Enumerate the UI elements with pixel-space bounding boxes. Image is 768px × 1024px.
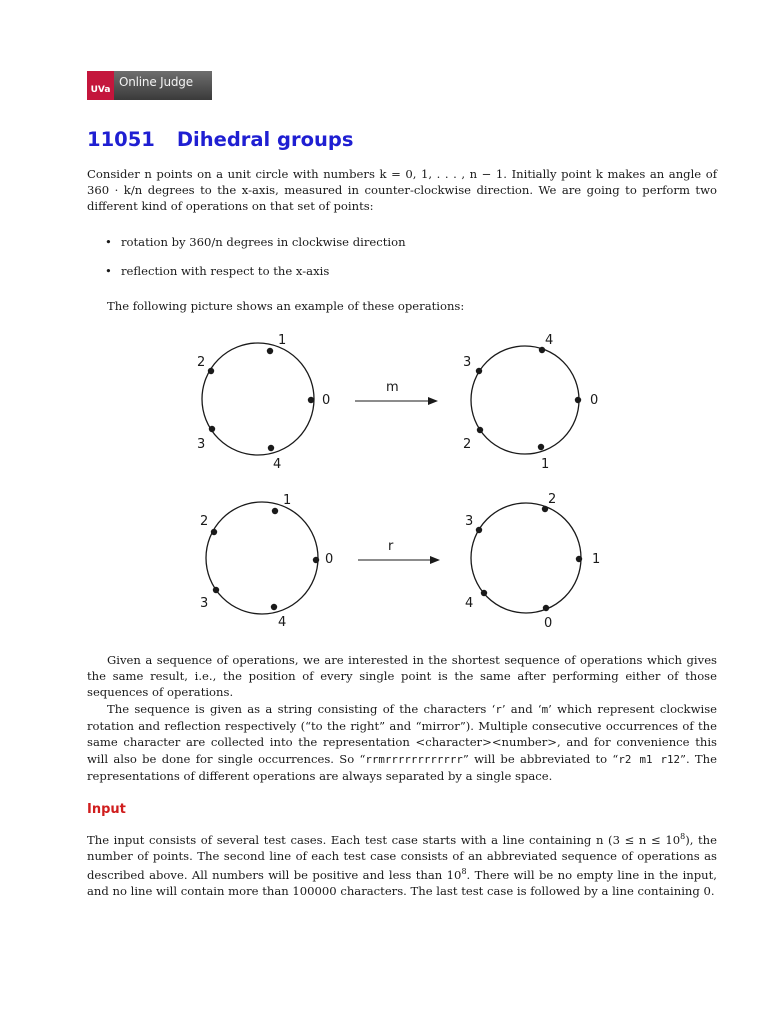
point-label: 2 <box>197 355 206 370</box>
logo-uva-mark: UVa <box>87 71 114 100</box>
operation-label-r: r <box>388 539 394 554</box>
point-label: 1 <box>278 333 287 348</box>
input-paragraph <box>87 829 717 900</box>
point-label: 2 <box>200 514 209 529</box>
bullet-dot: • <box>105 235 112 249</box>
operation-label-m: m <box>386 380 399 395</box>
sequence-paragraph <box>87 701 717 784</box>
text-run: ” will be abbreviated to “ <box>462 751 619 766</box>
input-heading: Input <box>87 802 126 817</box>
point-label: 0 <box>325 552 334 567</box>
circle-top-after <box>463 333 598 472</box>
point-label: 4 <box>545 333 554 348</box>
code-char-m: m <box>541 703 549 716</box>
point-dot <box>538 444 544 450</box>
text-run: ’ which represent clockwise rotation and reflection respectively (“to the right” and “mirror”). Multiple consecutive occurrences of the same character are collected into the representation <character><number>, and for convenience this will also be done for single occurrences. So “ <box>87 702 718 766</box>
point-label: 1 <box>592 552 601 567</box>
point-dot <box>476 527 482 533</box>
point-label: 4 <box>278 615 287 630</box>
point-label: 4 <box>465 596 474 611</box>
point-dot <box>209 426 215 432</box>
point-dot <box>477 427 483 433</box>
arrow-rotate <box>358 539 440 564</box>
arrow-mirror <box>355 380 438 405</box>
circle-bottom-before <box>200 493 333 630</box>
point-dot <box>213 587 219 593</box>
text-run: . There will be no empty line in the input, and no line will contain more than 100000 characters. The last test case is followed by a line containing 0. <box>87 868 717 899</box>
intro-paragraph: Consider n points on a unit circle with numbers k = 0, 1, . . . , n − 1. Initially point k makes an angle of 360 · k/n degrees to the x-axis, measured in counter-clockwise direction. We are going to perform two different kind of operations on that set of points: <box>87 167 717 214</box>
logo-text: Online Judge <box>119 75 193 89</box>
bullet-dot: • <box>105 264 112 278</box>
point-label: 3 <box>197 437 206 452</box>
text-run: ), the number of points. The second line of each test case consists of an abbreviated sequence of operations as described above. All numbers will be positive and less than 10 <box>87 832 718 883</box>
superscript: 8 <box>461 867 467 877</box>
point-label: 1 <box>541 457 550 472</box>
point-label: 0 <box>590 393 599 408</box>
code-char-r: r <box>495 703 502 716</box>
superscript: 8 <box>680 832 686 841</box>
circle-top-before <box>197 333 330 472</box>
point-dot <box>267 348 273 354</box>
point-dot <box>208 368 214 374</box>
point-label: 3 <box>465 514 474 529</box>
uva-online-judge-logo <box>87 71 212 100</box>
code-example-short: r2 m1 r12 <box>618 752 681 766</box>
point-dot <box>211 529 217 535</box>
text-run: The sequence is given as a string consisting of the characters ‘ <box>107 702 496 716</box>
point-dot <box>268 445 274 451</box>
point-label: 2 <box>548 492 557 507</box>
operations-figure <box>0 320 768 640</box>
point-dot <box>543 605 549 611</box>
text-run: ’ and ‘ <box>501 702 542 716</box>
point-dot <box>313 557 319 563</box>
point-label: 3 <box>463 355 472 370</box>
point-dot <box>271 604 277 610</box>
page-title <box>87 128 353 151</box>
point-label: 3 <box>200 596 209 611</box>
point-dot <box>481 590 487 596</box>
problem-title: Dihedral groups <box>176 128 354 151</box>
point-label: 1 <box>283 493 292 508</box>
code-example-long: rrmrrrrrrrrrrrr <box>365 752 463 766</box>
point-label: 0 <box>544 616 553 631</box>
text-run: ”. The representations of different operations are always separated by a single space. <box>87 751 717 783</box>
point-dot <box>575 397 581 403</box>
point-label: 2 <box>463 437 472 452</box>
point-dot <box>476 368 482 374</box>
point-label: 0 <box>322 393 331 408</box>
point-label: 4 <box>273 457 282 472</box>
point-dot <box>576 556 582 562</box>
circle-bottom-after <box>465 492 600 631</box>
bullet-text: reflection with respect to the x-axis <box>121 264 330 278</box>
bullet-rotation <box>107 234 406 250</box>
bullet-reflection <box>107 263 329 279</box>
point-dot <box>308 397 314 403</box>
text-run: The input consists of several test cases. Each test case starts with a line containing n (3 ≤ n ≤ 10 <box>87 832 681 847</box>
point-dot <box>272 508 278 514</box>
bullet-text: rotation by 360/n degrees in clockwise direction <box>121 235 406 249</box>
picture-intro: The following picture shows an example of these operations: <box>107 299 465 313</box>
given-paragraph: Given a sequence of operations, we are interested in the shortest sequence of operations which gives the same result, i.e., the position of every single point is the same after performing either of those sequences of operations. <box>87 653 717 700</box>
problem-number: 11051 <box>87 128 155 151</box>
